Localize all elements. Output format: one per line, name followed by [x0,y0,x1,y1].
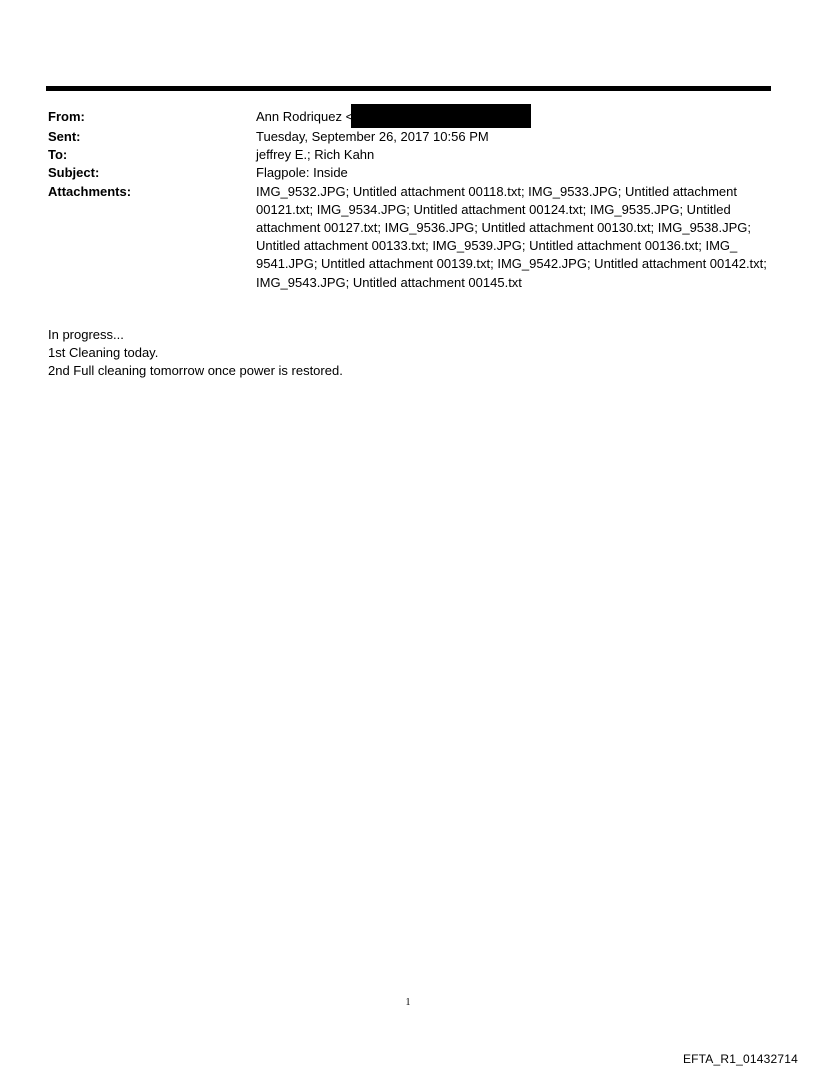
sent-value: Tuesday, September 26, 2017 10:56 PM [256,129,489,144]
document-id: EFTA_R1_01432714 [682,1052,798,1066]
email-body [48,326,748,381]
from-row [48,108,768,128]
sent-row [48,128,768,146]
to-value: jeffrey E.; Rich Kahn [256,147,375,163]
attachments-value: IMG_9532.JPG; Untitled attachment 00118.txt; IMG_9533.JPG; Untitled attachment 00121.txt; IMG_9534.JPG; Untitled attachment 00124.txt; IMG_9535.JPG; Untitled attachment 00127.txt; IMG_9536.JPG; Untitled attachment 00130.txt; IMG_9538.JPG; Untitled attachment 00133.txt; IMG_9539.JPG; Untitled attachment 00136.txt; IMG_ 9541.JPG; Untitled attachment 00139.txt; IMG_9542.JPG; Untitled attachment 00142.txt; IMG_9543.JPG; Untitled attachment 00145.txt [256,183,767,290]
header-rule [46,86,771,91]
subject-label: Subject: [48,165,100,181]
to-row [48,146,768,164]
body-line: 2nd Full cleaning tomorrow once power is restored. [48,363,343,379]
subject-row [48,164,768,182]
from-value-container [256,108,768,128]
from-label: From: [48,109,85,124]
from-value: Ann Rodriquez < [256,109,354,124]
redaction-box [351,104,531,128]
attachments-label: Attachments: [48,183,132,199]
subject-value: Flagpole: Inside [256,165,348,181]
body-line: In progress... [48,327,124,342]
attachments-row [48,183,768,292]
body-line: 1st Cleaning today. [48,345,159,361]
to-label: To: [48,147,68,163]
page-number: 1 [405,997,411,1008]
sent-label: Sent: [48,129,81,144]
email-header [48,108,768,292]
